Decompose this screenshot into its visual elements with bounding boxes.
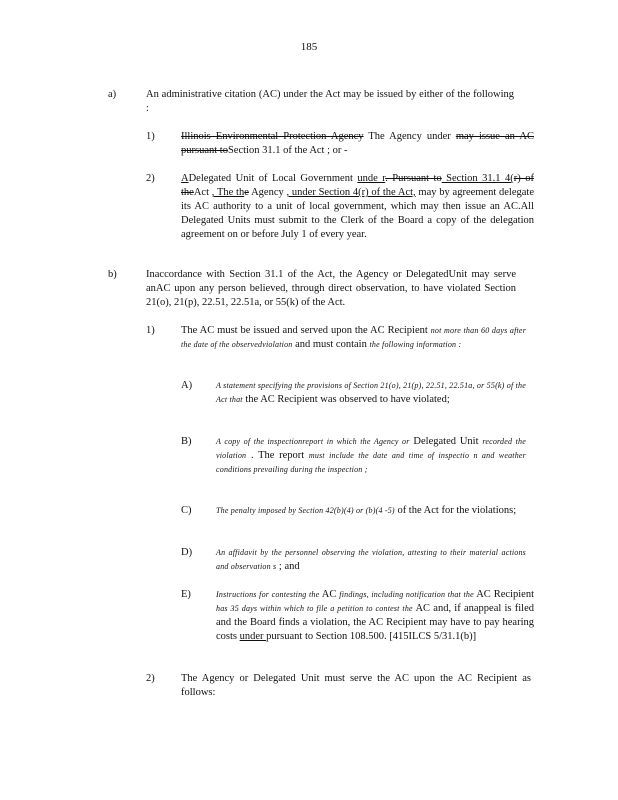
subitem-a-text-1: the AC Recipient was observed to have violated; [242, 394, 450, 405]
item-a2-ul-4: , The th [211, 187, 245, 198]
subitem-a-italic-1: A statement specifying the provisions of Section 21(o), 21(p), 22.51, 22.51a, or 55(k) of the Act that [216, 381, 526, 404]
subitem-e-text-4: pursuant to Section 108.500. [415ILCS 5/31.1(b)] [266, 631, 477, 642]
item-b1-text-1: The AC must be issued and served upon the AC Recipient [181, 325, 431, 336]
item-a2-text-1: Delegated Unit of Local Government [188, 173, 358, 184]
subitem-e-text-1: AC [319, 589, 340, 600]
subitem-e-text-3: AC and, if anappeal is filed and the Board finds a violation, the AC Recipient may have to pay hearing costs [216, 603, 534, 642]
subitem-d-text-1: ; and [276, 561, 300, 572]
item-a1-strike-1: Illinois Environmental Protection Agency [181, 131, 364, 142]
subitem-d-marker: D) [181, 547, 193, 558]
subitem-b-italic-3: must include the date and time of inspectio n and weather conditions prevailing during the inspection ; [216, 451, 526, 474]
subitem-e-italic-2: findings, including notification that the [339, 590, 474, 599]
subitem-b-italic-2: recorded the violation [216, 437, 527, 460]
subitem-b-italic-1: A copy of the inspectionreport in which the Agency or [216, 437, 410, 446]
subitem-c-italic-1: The penalty imposed by Section 42(b)(4) or (b)(4 -5) [216, 506, 395, 515]
item-a2-text-4: may by agreement delegate its AC authority to a unit of local government, which may then issue an AC.All Delegated Units must submit to the Clerk of the Board a copy of the delegation agreement on or before July 1 of every year. [181, 187, 534, 240]
subitem-c-marker: C) [181, 505, 192, 516]
subitem-d-text [216, 546, 526, 574]
subitem-b-text-2: . The report [246, 450, 309, 461]
item-a1-strike-2: may issue an AC pursuant to [181, 131, 534, 156]
subitem-b-marker: B) [181, 436, 192, 447]
subitem-b-text [216, 435, 526, 477]
item-a2-text-2: Act [193, 187, 212, 198]
section-b-marker: b) [108, 269, 117, 280]
item-b2-text: The Agency or Delegated Unit must serve the AC upon the AC Recipient as follows: [181, 673, 531, 698]
item-b1-italic-1: not more than 60 days after the date of the observedviolation [181, 326, 527, 349]
item-a1-text-2: Section 31.1 of the Act ; or - [227, 145, 348, 156]
section-a-intro: An administrative citation (AC) under the Act may be issued by either of the following : [146, 89, 514, 114]
subitem-c-text-1: of the Act for the violations; [394, 505, 517, 516]
item-b1-text-2: and must contain [292, 339, 370, 350]
subitem-b-text-1: Delegated Unit [409, 436, 483, 447]
item-a2-ul-2: unde r [357, 173, 386, 184]
item-a2-strike-3: e [244, 187, 249, 198]
subitem-c-text [216, 504, 526, 518]
subitem-d-italic-1: An affidavit by the personnel observing the violation, attesting to their material actions and observation s [216, 548, 526, 571]
item-a1-text-1: The Agency under [363, 131, 456, 142]
item-a1-text [181, 130, 534, 158]
item-b1-italic-2: the following information : [369, 340, 462, 349]
subitem-e-italic-3: has 35 days within which to file a petition to contest the [216, 604, 413, 613]
item-a2-marker: 2) [146, 173, 155, 184]
subitem-a-text [216, 379, 526, 407]
subitem-e-italic-1: Instructions for contesting the [216, 590, 320, 599]
item-a2-text [181, 172, 534, 242]
subitem-e-ul-1: under [239, 631, 267, 642]
section-a-marker: a) [108, 89, 117, 100]
subitem-a-marker: A) [181, 380, 193, 391]
item-a2-text-3: Agency [248, 187, 287, 198]
item-b1-marker: 1) [146, 325, 155, 336]
item-a2-strike-2: r) of the [181, 173, 535, 198]
page-number: 185 [300, 41, 318, 53]
subitem-e-text [216, 588, 534, 644]
item-a2-strike-1: . Pursuant to [385, 173, 442, 184]
item-a2-ul-5: , under Section 4(r) of the Act, [286, 187, 416, 198]
item-a2-ul-3: Section 31.1 4( [441, 173, 514, 184]
subitem-e-text-2: AC Recipient [473, 589, 534, 600]
item-b1-text [181, 324, 526, 352]
item-a2-ul-1: A [181, 173, 189, 184]
item-b2-marker: 2) [146, 673, 155, 684]
subitem-e-marker: E) [181, 589, 191, 600]
item-a1-marker: 1) [146, 131, 155, 142]
section-b-intro: Inaccordance with Section 31.1 of the Act, the Agency or DelegatedUnit may serve anAC upon any person believed, through direct observation, to have violated Section 21(o), 21(p), 22.51, 22.51a, or 55(k) of the Act. [146, 269, 516, 308]
